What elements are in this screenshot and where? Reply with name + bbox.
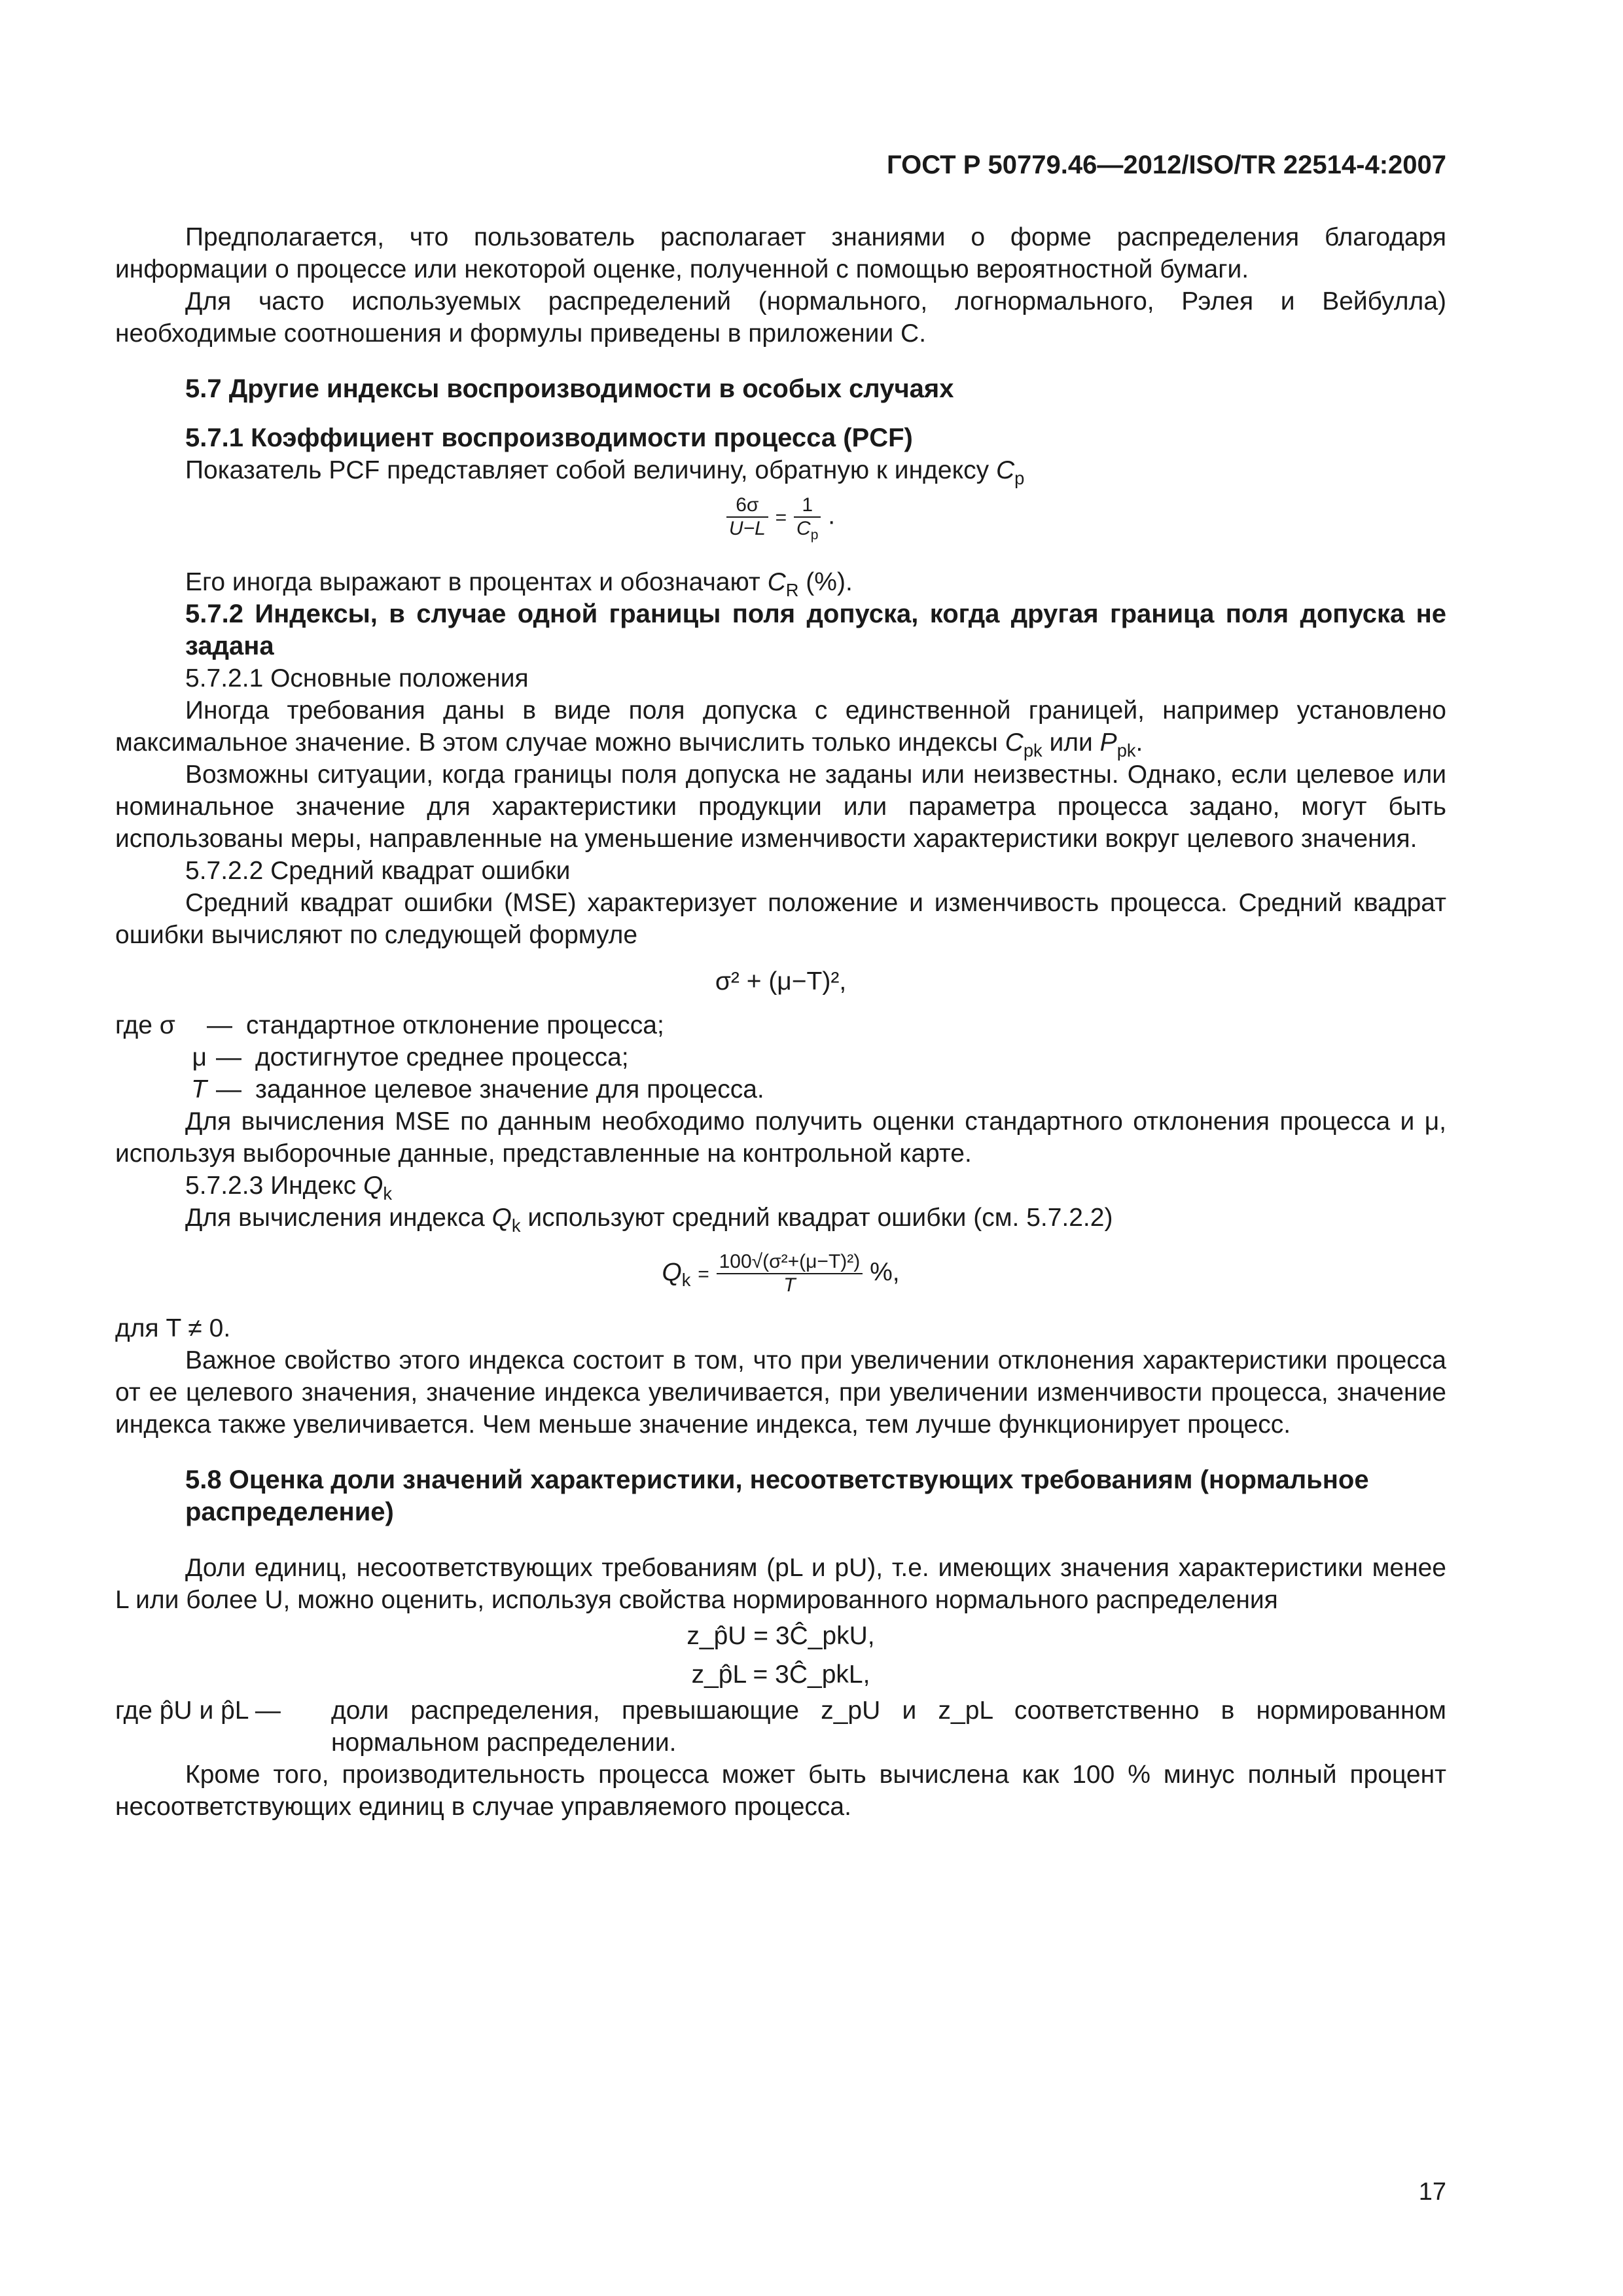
where-item: где σ — стандартное отклонение процесса; [115,1011,664,1039]
document-body [115,221,1446,1823]
paragraph: Возможны ситуации, когда границы поля допуска не заданы или неизвестны. Однако, если целевое или номинальное значение для характеристики продукции или параметра процесса задано, могут быть использованы меры, направленные на уменьшение изменчивости характеристики вокруг целевого значения. [115,761,1446,853]
page-number: 17 [1418,2178,1446,2206]
paragraph: Важное свойство этого индекса состоит в том, что при увеличении отклонения характеристики процесса от ее целевого значения, значение индекса увеличивается, при увеличении изменчивости процесса, значение индекса также увеличивается. Чем меньше значение индекса, тем лучше функционирует процесс. [115,1346,1446,1439]
formula-zpl: z_p̂L = 3Ĉ_pkL, [691,1660,870,1689]
subsection-heading: 5.7.2.2 Средний квадрат ошибки [185,857,571,885]
subsection-heading: 5.7.2.1 Основные положения [185,664,529,692]
paragraph: для T ≠ 0. [115,1314,231,1342]
paragraph: Иногда требования даны в виде поля допуска с единственной границей, например установлено максимальное значение. В этом случае можно вычислить только индексы $C_{pk}$ или $P_{pk}$. [115,696,1446,761]
section-heading-5-7-2: 5.7.2 Индексы, в случае одной границы поля допуска, когда другая граница поля допуска не задана [185,600,1446,660]
paragraph: Для вычисления индекса $Q_k$ используют средний квадрат ошибки (см. 5.7.2.2) [185,1204,1113,1236]
formula-mse: σ² + (μ−T)², [715,967,847,996]
paragraph: Его иногда выражают в процентах и обозначают $C_R$ (%). [185,568,853,600]
paragraph: Показатель PCF представляет собой величину, обратную к индексу $C_p$ [185,456,1025,488]
where-item: T — заданное целевое значение для процесса. [191,1075,764,1103]
where-item: где p̂U и p̂L — доли распределения, превышающие z_pU и z_pL соответственно в нормированном нормальном распределении. [115,1696,1446,1757]
section-heading-5-7: 5.7 Другие индексы воспроизводимости в особых случаях [185,374,954,403]
formula-qk: $Q_k$ = $\frac{\text{100√(σ²+(μ−T)²)}}{T}$ %, [662,1251,900,1296]
paragraph: Кроме того, производительность процесса может быть вычислена как 100 % минус полный процент несоответствующих единиц в случае управляемого процесса. [115,1761,1446,1821]
where-item: μ — достигнутое среднее процесса; [192,1043,629,1071]
paragraph: Доли единиц, несоответствующих требованиям (pL и pU), т.е. имеющих значения характеристики менее L или более U, можно оценить, используя свойства нормированного нормального распределения [115,1554,1446,1614]
paragraph: Предполагается, что пользователь располагает знаниями о форме распределения благодаря информации о процессе или некоторой оценке, полученной с помощью вероятностной бумаги. [115,223,1446,283]
paragraph: Средний квадрат ошибки (MSE) характеризует положение и изменчивость процесса. Средний квадрат ошибки вычисляют по следующей формуле [115,889,1446,949]
paragraph: Для вычисления MSE по данным необходимо получить оценки стандартного отклонения процесса и μ, используя выборочные данные, представленные на контрольной карте. [115,1107,1446,1168]
document-header: ГОСТ Р 50779.46—2012/ISO/TR 22514-4:2007 [887,151,1446,179]
paragraph: Для часто используемых распределений (нормального, логнормального, Рэлея и Вейбулла) необходимые соотношения и формулы приведены в приложении С. [115,287,1446,348]
formula-pcf: $\frac{6\sigma}{U-L}$ = $\frac{1}{C_p}$ . [115,494,1446,540]
where-list [115,1009,1446,1105]
section-heading-5-8: 5.8 Оценка доли значений характеристики, несоответствующих требованиям (нормальное распределение) [185,1465,1369,1526]
formula-zpu: z_p̂U = 3Ĉ_pkU, [687,1622,875,1650]
section-heading-5-7-1: 5.7.1 Коэффициент воспроизводимости процесса (PCF) [185,423,913,452]
subsection-heading: 5.7.2.3 Индекс $Q_k$ [185,1172,392,1204]
